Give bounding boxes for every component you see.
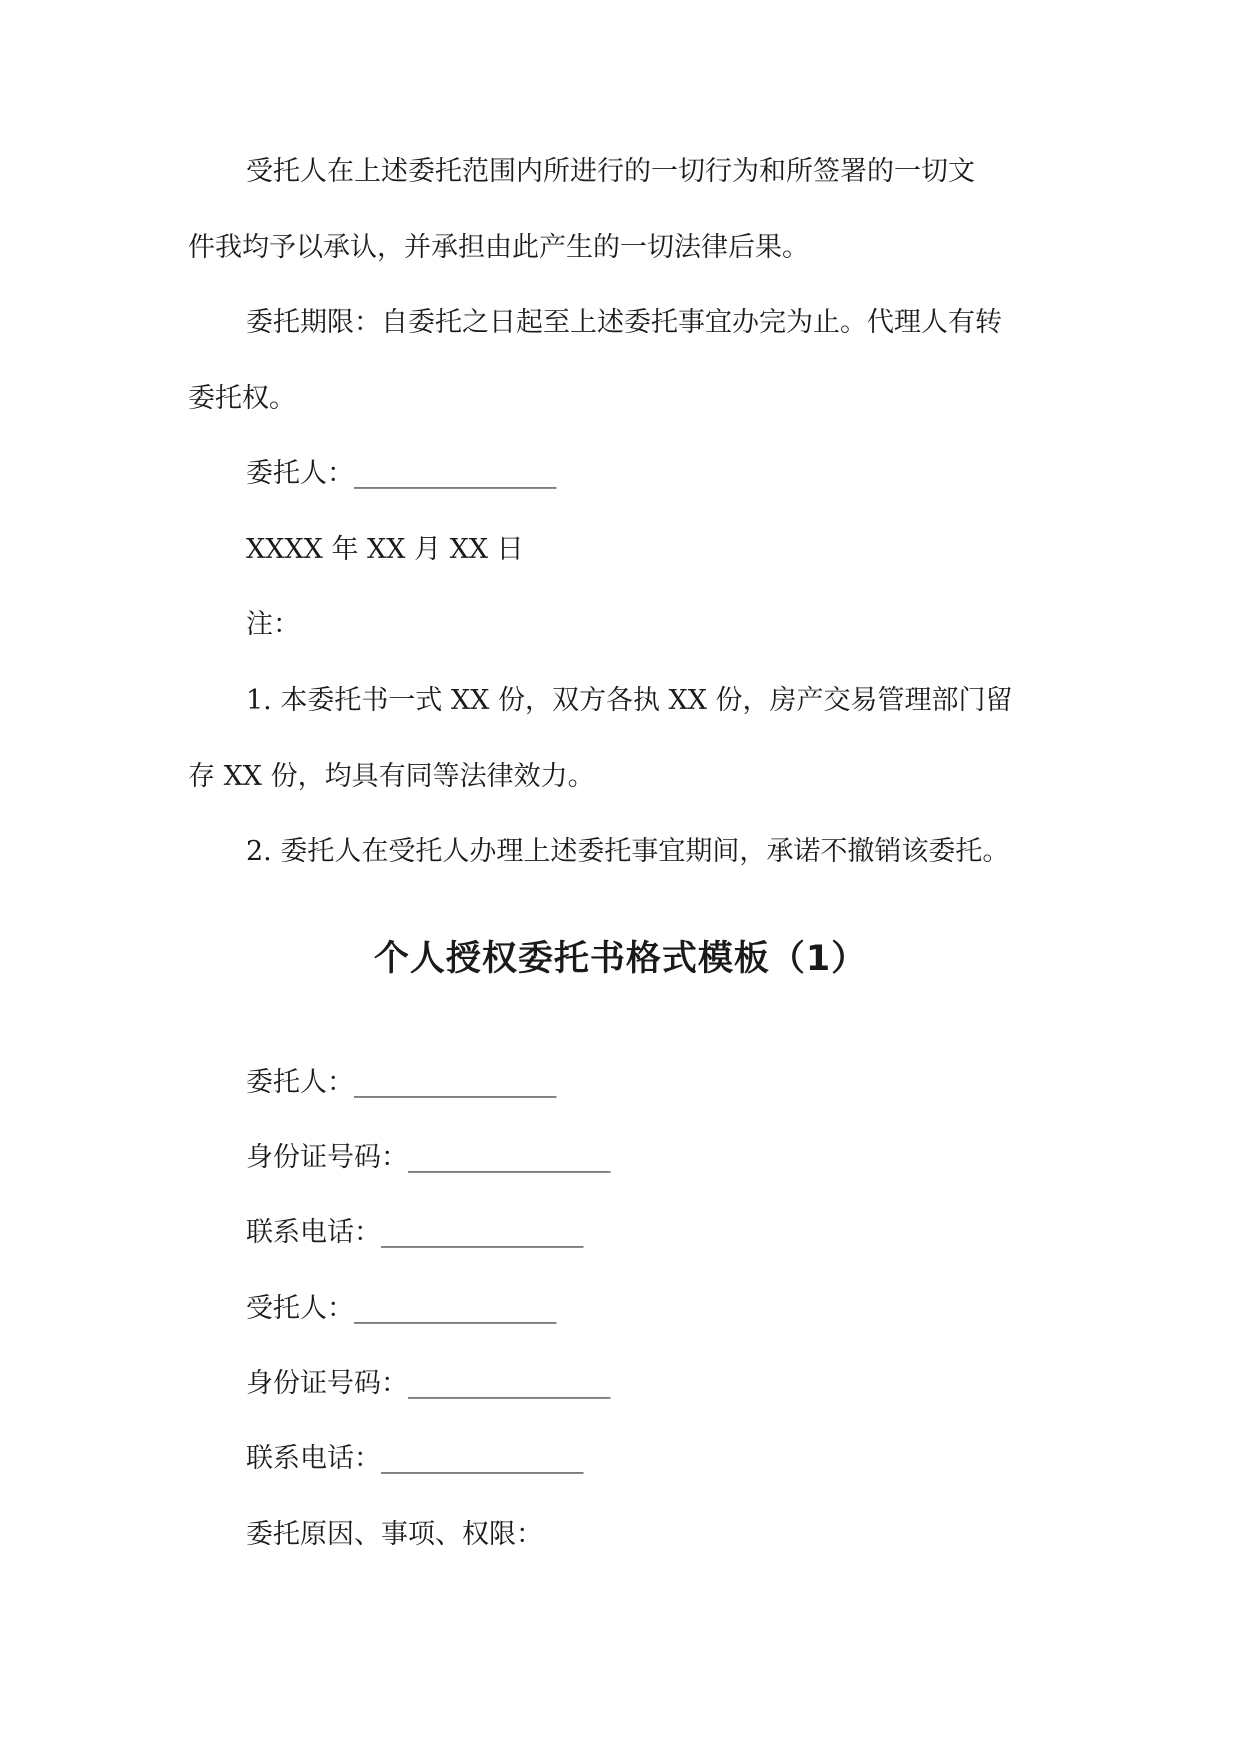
date-line: XXXX 年 XX 月 XX 日 xyxy=(246,534,524,565)
field-reason: 委托原因、事项、权限： xyxy=(246,1519,543,1550)
field-agent-id: 身份证号码：_______________ xyxy=(246,1368,611,1399)
field-principal: 委托人：_______________ xyxy=(246,1067,557,1098)
para2-line1: 委托期限：自委托之日起至上述委托事宜办完为止。代理人有转 xyxy=(246,307,1002,338)
field-principal-id: 身份证号码：_______________ xyxy=(246,1142,611,1173)
para1-line2: 件我均予以承认，并承担由此产生的一切法律后果。 xyxy=(188,232,809,263)
signature-line: 委托人：_______________ xyxy=(246,458,557,489)
note-label: 注： xyxy=(246,609,300,640)
note1-line2: 存 XX 份，均具有同等法律效力。 xyxy=(188,761,595,792)
section-title: 个人授权委托书格式模板（1） xyxy=(373,939,868,979)
note1-line1: 1. 本委托书一式 XX 份，双方各执 XX 份，房产交易管理部门留 xyxy=(246,685,1013,716)
field-agent-phone: 联系电话：_______________ xyxy=(246,1443,584,1474)
para2-line2: 委托权。 xyxy=(188,383,296,414)
note2-line: 2. 委托人在受托人办理上述委托事宜期间，承诺不撤销该委托。 xyxy=(246,836,1010,867)
field-agent: 受托人：_______________ xyxy=(246,1293,557,1324)
para1-line1: 受托人在上述委托范围内所进行的一切行为和所签署的一切文 xyxy=(246,156,975,187)
field-principal-phone: 联系电话：_______________ xyxy=(246,1217,584,1248)
